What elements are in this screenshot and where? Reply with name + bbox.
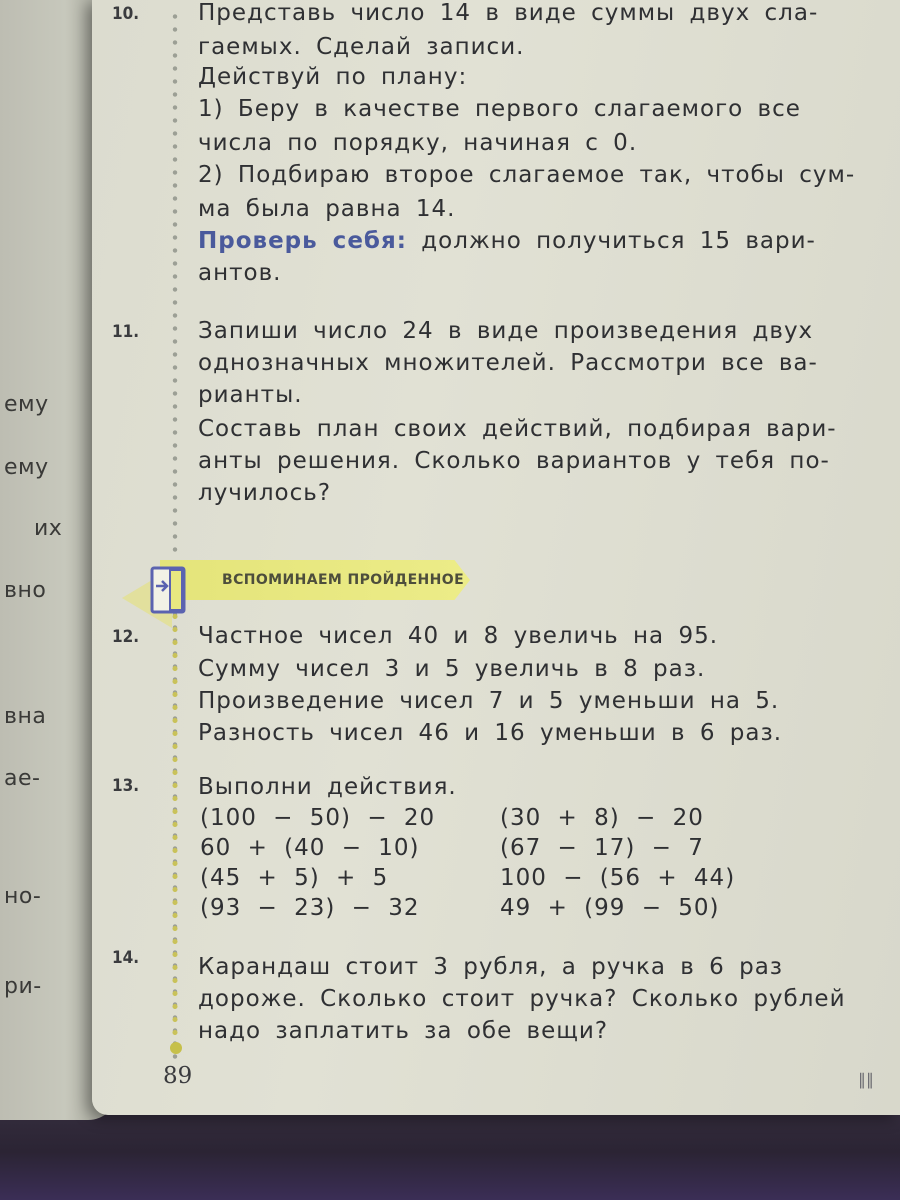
task-12-line: Частное чисел 40 и 8 увеличь на 95. <box>198 623 719 649</box>
task-11-line: однозначных множителей. Рассмотри все ва- <box>198 350 818 376</box>
task-10-line: ма была равна 14. <box>198 196 456 222</box>
task-14-number: 14. <box>112 948 140 968</box>
task-12-line: Сумму чисел 3 и 5 увеличь в 8 раз. <box>198 656 706 682</box>
expression: (67 − 17) − 7 <box>500 835 704 861</box>
yellow-dot <box>170 1042 182 1054</box>
task-14-line: надо заплатить за обе вещи? <box>198 1018 609 1044</box>
banner-label: ВСПОМИНАЕМ ПРОЙДЕННОЕ <box>222 572 465 588</box>
task-10-line: Представь число 14 в виде суммы двух сла- <box>198 0 819 26</box>
task-10-line: 1) Беру в качестве первого слагаемого все <box>198 96 801 122</box>
expression: (45 + 5) + 5 <box>200 865 389 891</box>
task-10-check-line <box>198 228 816 254</box>
left-fragment: ае- <box>4 766 41 791</box>
check-yourself-text: должно получиться 15 вари- <box>421 228 816 254</box>
book-icon <box>146 566 190 616</box>
task-12-line: Разность чисел 46 и 16 уменьши в 6 раз. <box>198 720 783 746</box>
task-10-number: 10. <box>112 4 140 24</box>
margin-dots-yellow <box>172 610 178 1050</box>
task-10-line: 2) Подбираю второе слагаемое так, чтобы сум- <box>198 162 856 188</box>
task-13-number: 13. <box>112 776 140 796</box>
left-fragment: их <box>34 516 63 541</box>
task-10-line: антов. <box>198 260 282 286</box>
expression: 60 + (40 − 10) <box>200 835 420 861</box>
task-14-line: Карандаш стоит 3 рубля, а ручка в 6 раз <box>198 954 784 980</box>
task-11-line: анты решения. Сколько вариантов у тебя по- <box>198 448 830 474</box>
left-fragment: ему <box>4 455 49 480</box>
expression: (93 − 23) − 32 <box>200 895 420 921</box>
task-13-expressions <box>200 805 760 921</box>
task-12-line: Произведение чисел 7 и 5 уменьши на 5. <box>198 688 780 714</box>
pencil-mark: ∥∥ <box>858 1070 874 1089</box>
check-yourself-label: Проверь себя: <box>198 228 407 254</box>
task-12-number: 12. <box>112 627 140 647</box>
task-11-line: Запиши число 24 в виде произведения двух <box>198 318 814 344</box>
expression: (30 + 8) − 20 <box>500 805 704 831</box>
task-11-line: лучилось? <box>198 480 332 506</box>
task-11-number: 11. <box>112 322 140 342</box>
left-fragment: вна <box>4 704 47 729</box>
left-fragment: ему <box>4 392 49 417</box>
task-10-line: гаемых. Сделай записи. <box>198 34 525 60</box>
task-14-line: дороже. Сколько стоит ручка? Сколько рублей <box>198 986 846 1012</box>
left-fragment: вно <box>4 578 47 603</box>
left-fragment: ри- <box>4 974 42 999</box>
expression: 100 − (56 + 44) <box>500 865 736 891</box>
task-11-line: Составь план своих действий, подбирая вари- <box>198 416 837 442</box>
task-10-line: числа по порядку, начиная с 0. <box>198 130 638 156</box>
expression: (100 − 50) − 20 <box>200 805 436 831</box>
expression: 49 + (99 − 50) <box>500 895 720 921</box>
task-10-line: Действуй по плану: <box>198 64 468 90</box>
page-number: 89 <box>163 1063 193 1089</box>
left-fragment: но- <box>4 884 42 909</box>
task-11-line: рианты. <box>198 382 303 408</box>
task-13-heading: Выполни действия. <box>198 774 457 800</box>
